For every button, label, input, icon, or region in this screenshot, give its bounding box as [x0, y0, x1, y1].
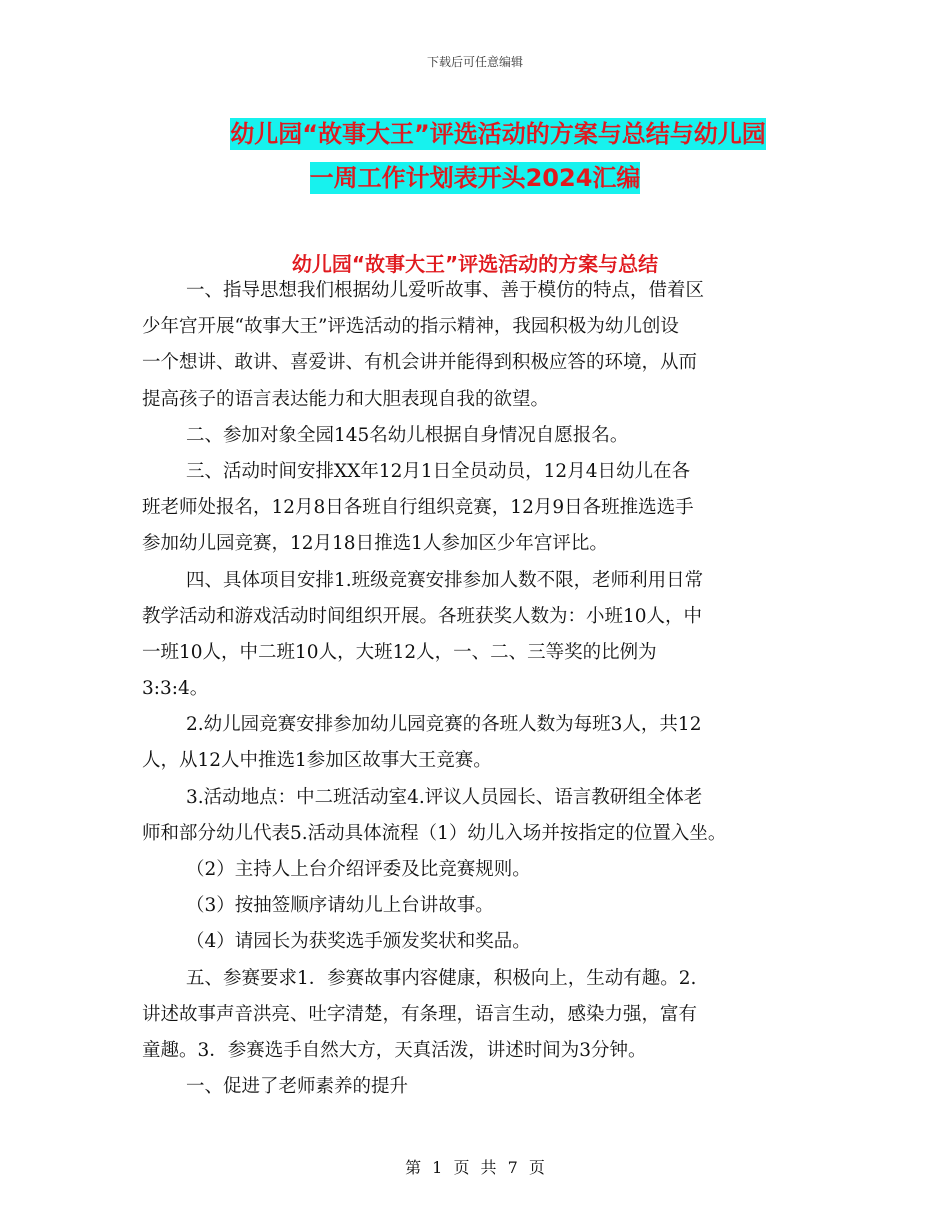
paragraph-line: 童趣。3．参赛选手自然大方，天真活泼，讲述时间为3分钟。 [142, 1039, 647, 1061]
page-header: 下载后可任意编辑 [426, 55, 523, 69]
paragraph-line: （2）主持人上台介绍评委及比竞赛规则。 [186, 859, 531, 880]
document-body [142, 273, 832, 1105]
paragraph-line: 一个想讲、敢讲、喜爱讲、有机会讲并能得到积极应答的环境，从而 [142, 352, 698, 374]
page-footer: 第 1 页 共 7 页 [405, 1158, 545, 1177]
paragraph-line: 参加幼儿园竞赛，12月18日推选1人参加区少年宫评比。 [142, 533, 608, 555]
paragraph-line: 3:3:4。 [142, 678, 209, 700]
paragraph-line: 一、指导思想我们根据幼儿爱听故事、善于模仿的特点，借着区 [186, 280, 705, 301]
title-highlight-1: 幼儿园“故事大王”评选活动的方案与总结与幼儿园 [230, 120, 766, 148]
paragraph-line: （4）请园长为获奖选手颁发奖状和奖品。 [186, 931, 531, 953]
title-highlight-2: 一周工作计划表开头2024汇编 [309, 164, 641, 192]
paragraph-line: 一班10人，中二班10人，大班12人，一、二、三等奖的比例为 [142, 641, 657, 663]
paragraph-line: 三、活动时间安排XX年12月1日全员动员，12月4日幼儿在各 [186, 460, 690, 482]
paragraph-line: 一、促进了老师素养的提升 [186, 1076, 409, 1098]
paragraph-line: 五、参赛要求1．参赛故事内容健康，积极向上，生动有趣。2. [186, 967, 697, 989]
paragraph-line: 师和部分幼儿代表5.活动具体流程（1）幼儿入场并按指定的位置入坐。 [142, 822, 727, 844]
paragraph-line: 讲述故事声音洪亮、吐字清楚，有条理，语言生动，感染力强，富有 [142, 1003, 698, 1025]
paragraph-line: 二、参加对象全园145名幼儿根据自身情况自愿报名。 [186, 424, 629, 446]
paragraph-line: （3）按抽签顺序请幼儿上台讲故事。 [186, 895, 494, 917]
document-title-line-1 [0, 114, 950, 149]
paragraph-line: 少年宫开展“故事大王”评选活动的指示精神，我园积极为幼儿创设 [142, 316, 679, 338]
paragraph-line: 人，从12人中推选1参加区故事大王竞赛。 [142, 750, 492, 772]
paragraph-line: 班老师处报名，12月8日各班自行组织竞赛，12月9日各班推选选手 [142, 497, 694, 519]
document-title-line-2 [0, 158, 950, 193]
paragraph-line: 提高孩子的语言表达能力和大胆表现自我的欲望。 [142, 388, 550, 410]
section-title: 幼儿园“故事大王”评选活动的方案与总结 [291, 252, 659, 276]
paragraph-line: 教学活动和游戏活动时间组织开展。各班获奖人数为：小班10人，中 [142, 605, 703, 627]
paragraph-line: 3.活动地点：中二班活动室4.评议人员园长、语言教研组全体老 [186, 786, 703, 808]
paragraph-line: 四、具体项目安排1.班级竞赛安排参加人数不限，老师利用日常 [186, 569, 704, 591]
paragraph-line: 2.幼儿园竞赛安排参加幼儿园竞赛的各班人数为每班3人，共12 [186, 714, 702, 736]
